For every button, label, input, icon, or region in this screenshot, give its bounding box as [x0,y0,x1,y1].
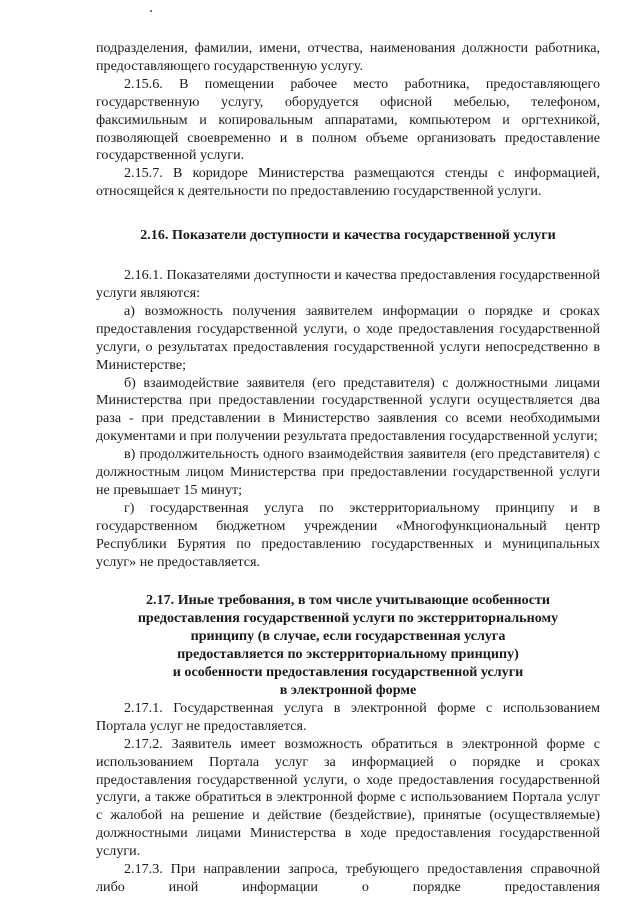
paragraph-2-15-7: 2.15.7. В коридоре Министерства размещаются стенды с информацией, относящейся к деятельности по предоставлению государственной услуги. [96,165,600,200]
paragraph-2-15-6: 2.15.6. В помещении рабочее место работника, предоставляющего государственную услугу, оборудуется офисной мебелью, телефоном, факсимильным и копировальным аппаратами, компьютером и оргтехникой, позволяющей своевременно и в полном объеме организовать предоставление государственной услуги. [96,75,600,164]
section-heading-2-16: 2.16. Показатели доступности и качества государственной услуги [140,227,556,244]
list-item-b: б) взаимодействие заявителя (его представителя) с должностными лицами Министерства при предоставлении государственной услуги осуществляется два раза - при представлении в Министерство заявления со всеми необходимыми документами и при получении результата предоставления государственной услуги; [96,374,600,445]
paragraph-2-17-3: 2.17.3. При направлении запроса, требующего предоставления справочной либо иной информации о порядке предоставления [96,861,600,895]
paragraph-2-16-1: 2.16.1. Показателями доступности и качества предоставления государственной услуги являются: [96,267,600,301]
heading-line: предоставления государственной услуги по экстерриториальному [137,610,559,627]
list-item-v: в) продолжительность одного взаимодействия заявителя (его представителя) с должностным лицом Министерства при предоставлении государственной услуги не превышает 15 минут; [96,446,600,498]
scan-speck [150,10,152,12]
spacer [96,571,600,592]
list-item-a: а) возможность получения заявителем информации о порядке и сроках предоставления государственной услуги, о ходе предоставления государственной услуги, о результатах предоставления государственной услуги непосредственно в Министерстве; [96,302,600,373]
heading-line: и особенности предоставления государственной услуги [172,664,524,681]
heading-line: в электронной форме [279,682,417,698]
spacer [96,245,600,267]
heading-line: 2.17. Иные требования, в том числе учитывающие особенности [146,592,550,609]
section-heading-2-17 [96,592,600,699]
paragraph-2-15-5-continuation: подразделения, фамилии, имени, отчества, наименования должности работника, предоставляющего государственную услугу. [96,40,600,74]
heading-line: принципу (в случае, если государственная услуга [190,628,506,645]
heading-line: предоставляется по экстерриториальному принципу) [177,646,519,663]
list-item-g: г) государственная услуга по экстерриториальному принципу и в государственном бюджетном учреждении «Многофункциональный центр Республики Бурятия по предоставлению государственных и муниципальных услуг» не предоставляется. [96,499,600,570]
paragraph-2-17-2: 2.17.2. Заявитель имеет возможность обратиться в электронной форме с использованием Портала услуг за информацией о порядке и сроках предоставления государственной услуги, о ходе предоставления государственной услуги, а также обратиться в электронной форме с использованием Портала услуг с жалобой на решение и действие (бездействие), принятые (осуществляемые) должностными лицами Министерства в ходе предоставления государственной услуги. [96,735,600,860]
document-page [96,40,600,897]
paragraph-2-17-1: 2.17.1. Государственная услуга в электронной форме с использованием Портала услуг не предоставляется. [96,699,600,734]
spacer [96,201,600,227]
